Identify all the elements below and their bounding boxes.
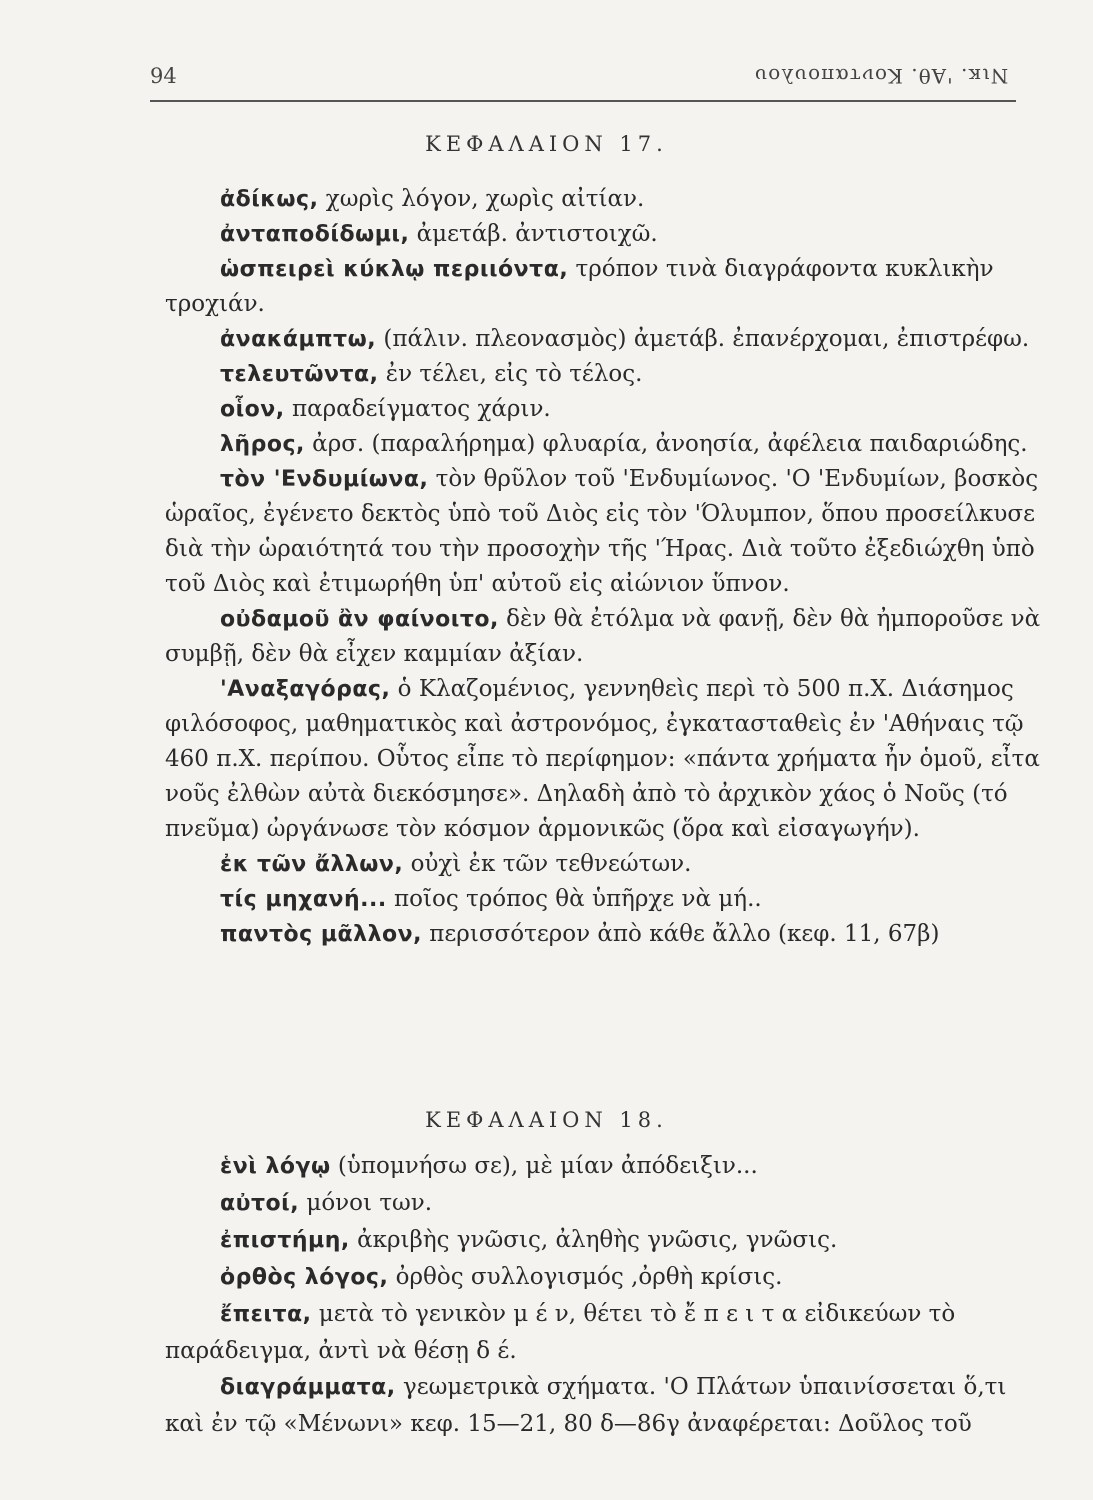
chapter-17-glossary bbox=[165, 182, 1045, 952]
entry-definition: (πάλιν. πλεονασμὸς) ἀμετάβ. ἐπανέρχομαι, ἐπιστρέφω. bbox=[376, 326, 1030, 352]
entry-term: τελευτῶντα, bbox=[220, 362, 379, 387]
chapter-18-glossary bbox=[165, 1148, 1045, 1442]
entry-term: διαγράμματα, bbox=[220, 1375, 396, 1400]
entry-definition: ἀρσ. (παραλήρημα) φλυαρία, ἀνοησία, ἀφέλεια παιδαριώδης. bbox=[304, 431, 1028, 457]
glossary-entry bbox=[165, 1259, 1045, 1296]
glossary-entry bbox=[165, 602, 1045, 672]
glossary-entry bbox=[165, 847, 1045, 882]
entry-term: λῆρος, bbox=[220, 432, 305, 457]
entry-definition: γεωμετρικὰ σχήματα. 'Ο Πλάτων ὑπαινίσσεται ὅ,τι καὶ ἐν τῷ «Μένωνι» κεφ. 15—21, 80 δ—86γ ἀναφέρεται: Δοῦλος τοῦ bbox=[165, 1374, 1007, 1437]
entry-definition: μετὰ τὸ γενικὸν μ έ ν, θέτει τὸ ἔ π ε ι τ α εἰδικεύων τὸ παράδειγμα, ἀντὶ νὰ θέσῃ δ έ. bbox=[165, 1301, 956, 1364]
entry-definition: περισσότερον ἀπὸ κάθε ἄλλο (κεφ. 11, 67β) bbox=[421, 921, 940, 947]
header-rule bbox=[150, 100, 1016, 102]
glossary-entry bbox=[165, 217, 1045, 252]
entry-definition: ὁ Κλαζομένιος, γεννηθεὶς περὶ τὸ 500 π.Χ. Διάσημος φιλόσοφος, μαθηματικὸς καὶ ἀστρονόμος, ἐγκατασταθεὶς ἐν 'Αθήναις τῷ 460 π.Χ. περίπου. Οὗτος εἶπε τὸ περίφημον: «πάντα χρήματα ἦν ὁμοῦ, εἶτα νοῦς ἐλθὼν αὐτὰ διεκόσμησε». Δηλαδὴ ἀπὸ τὸ ἀρχικὸν χάος ὁ Νοῦς (τό πνεῦμα) ὠργάνωσε τὸν κόσμον ἁρμονικῶς (ὅρα καὶ εἰσαγωγήν). bbox=[165, 676, 1040, 842]
chapter-18-title: ΚΕΦΑΛΑΙΟΝ 18. bbox=[425, 1108, 668, 1132]
entry-definition: τρόπον τινὰ διαγράφοντα κυκλικὴν τροχιάν. bbox=[165, 256, 994, 317]
entry-term: τίς μηχανή... bbox=[220, 887, 387, 912]
entry-term: ἀνακάμπτω, bbox=[220, 327, 377, 352]
glossary-entry bbox=[165, 322, 1045, 357]
entry-definition: (ὑπομνήσω σε), μὲ μίαν ἀπόδειξιν... bbox=[330, 1153, 758, 1179]
glossary-entry bbox=[165, 1296, 1045, 1369]
entry-term: ἀδίκως, bbox=[220, 187, 319, 212]
entry-definition: ποῖος τρόπος θὰ ὑπῆρχε νὰ μή.. bbox=[386, 886, 762, 912]
glossary-entry bbox=[165, 1222, 1045, 1259]
glossary-entry bbox=[165, 462, 1045, 602]
entry-definition: παραδείγματος χάριν. bbox=[284, 396, 551, 422]
entry-term: ἐπιστήμη, bbox=[220, 1228, 350, 1253]
entry-definition: τὸν θρῦλον τοῦ 'Ενδυμίωνος. 'Ο 'Ενδυμίων, βοσκὸς ὡραῖος, ἐγένετο δεκτὸς ὑπὸ τοῦ Διὸς εἰς τὸν 'Όλυμπον, ὅπου προσείλκυσε διὰ τὴν ὡραιότητά του τὴν προσοχὴν τῆς 'Ήρας. Διὰ τοῦτο ἐξεδιώχθη ὑπὸ τοῦ Διὸς καὶ ἐτιμωρήθη ὑπ' αὐτοῦ εἰς αἰώνιον ὕπνον. bbox=[165, 466, 1039, 597]
glossary-entry bbox=[165, 882, 1045, 917]
chapter-17-title: ΚΕΦΑΛΑΙΟΝ 17. bbox=[425, 132, 668, 156]
entry-term: 'Αναξαγόρας, bbox=[220, 677, 391, 702]
glossary-entry bbox=[165, 917, 1045, 952]
entry-term: αὐτοί, bbox=[220, 1191, 300, 1216]
entry-definition: ἐν τέλει, εἰς τὸ τέλος. bbox=[378, 361, 643, 387]
entry-term: ἔπειτα, bbox=[220, 1302, 312, 1327]
glossary-entry bbox=[165, 1369, 1045, 1442]
entry-definition: δὲν θὰ ἐτόλμα νὰ φανῇ, δὲν θὰ ἠμποροῦσε νὰ συμβῇ, δὲν θὰ εἶχεν καμμίαν ἀξίαν. bbox=[165, 606, 1041, 667]
entry-term: οὐδαμοῦ ἂν φαίνοιτο, bbox=[220, 607, 499, 632]
entry-term: ὡσπειρεὶ κύκλῳ περιιόντα, bbox=[220, 257, 569, 282]
entry-definition: μόνοι των. bbox=[299, 1190, 433, 1216]
entry-definition: χωρὶς λόγον, χωρὶς αἰτίαν. bbox=[318, 186, 645, 212]
entry-definition: οὐχὶ ἐκ τῶν τεθνεώτων. bbox=[403, 851, 692, 877]
glossary-entry bbox=[165, 357, 1045, 392]
entry-term: ἀνταποδίδωμι, bbox=[220, 222, 410, 247]
glossary-entry bbox=[165, 392, 1045, 427]
glossary-entry bbox=[165, 672, 1045, 847]
entry-definition: ἀκριβὴς γνῶσις, ἀληθὴς γνῶσις, γνῶσις. bbox=[349, 1227, 838, 1253]
entry-definition: ὀρθὸς συλλογισμός ,ὀρθὴ κρίσις. bbox=[388, 1264, 783, 1290]
page-header bbox=[150, 58, 1016, 98]
entry-term: τὸν 'Ενδυμίωνα, bbox=[220, 467, 429, 492]
entry-term: οἷον, bbox=[220, 397, 285, 422]
glossary-entry bbox=[165, 1148, 1045, 1185]
entry-definition: ἀμετάβ. ἀντιστοιχῶ. bbox=[409, 221, 658, 247]
glossary-entry bbox=[165, 427, 1045, 462]
running-head: Νικ. 'Αθ. Κονταπουλου bbox=[753, 64, 1008, 88]
glossary-entry bbox=[165, 1185, 1045, 1222]
entry-term: ὀρθὸς λόγος, bbox=[220, 1265, 389, 1290]
glossary-entry bbox=[165, 182, 1045, 217]
entry-term: ἐκ τῶν ἄλλων, bbox=[220, 852, 404, 877]
entry-term: παντὸς μᾶλλον, bbox=[220, 922, 422, 947]
entry-term: ἑνὶ λόγῳ bbox=[220, 1154, 331, 1179]
page-number: 94 bbox=[150, 64, 177, 88]
glossary-entry bbox=[165, 252, 1045, 322]
